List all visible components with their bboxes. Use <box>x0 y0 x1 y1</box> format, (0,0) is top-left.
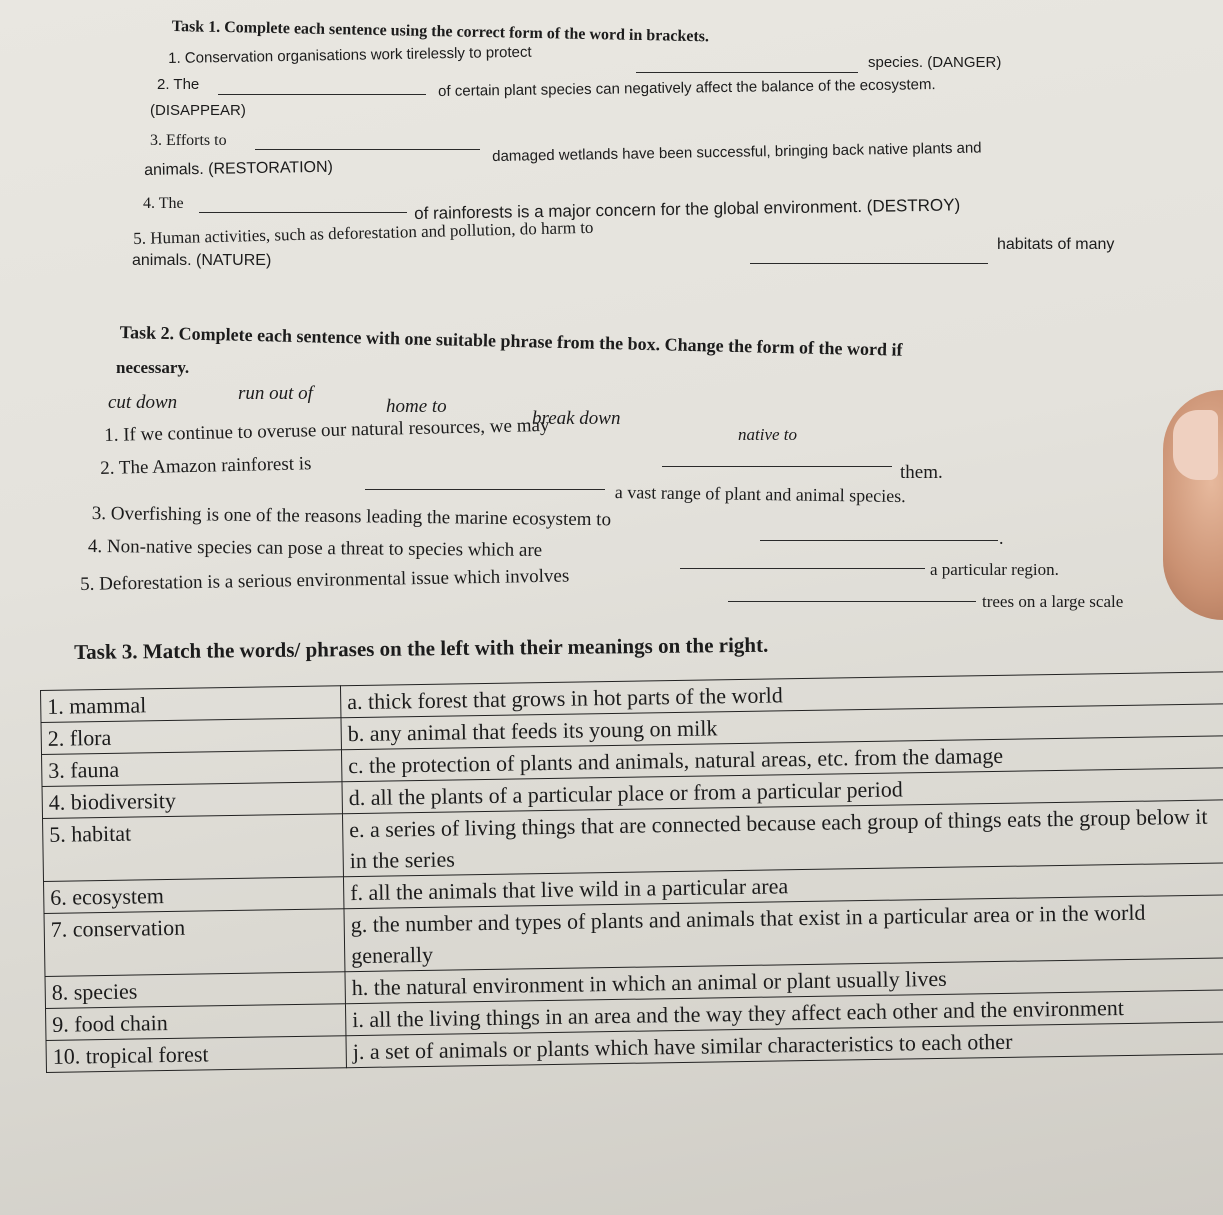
task2-sentence-3-end: . <box>999 528 1004 548</box>
task2-blank-1[interactable] <box>662 466 892 467</box>
task2-sentence-2-end: a vast range of plant and animal species. <box>614 482 906 507</box>
term-cell: 8. species <box>45 972 345 1009</box>
task1-sentence-3: damaged wetlands have been successful, bringing back native plants and <box>492 139 982 165</box>
term-cell: 3. fauna <box>42 750 342 787</box>
meaning-cell: c. the protection of plants and animals, natural areas, etc. from the damage <box>341 736 1223 782</box>
task1-word-5: animals. (NATURE) <box>132 252 272 269</box>
task2-blank-4[interactable] <box>680 568 925 569</box>
task2-sentence-4-end: a particular region. <box>930 560 1059 579</box>
task2-blank-5[interactable] <box>728 601 976 602</box>
task2-sentence-1: 1. If we continue to overuse our natural resources, we may <box>104 414 550 446</box>
thumbnail-photo <box>1173 410 1218 480</box>
meaning-cell: j. a set of animals or plants which have similar characteristics to each other <box>346 1022 1223 1068</box>
term-cell: 4. biodiversity <box>42 782 342 819</box>
term-cell: 2. flora <box>41 718 341 755</box>
task1-title: Task 1. Complete each sentence using the correct form of the word in brackets. <box>171 18 710 46</box>
task1-blank-5[interactable] <box>750 263 988 264</box>
task2-blank-3[interactable] <box>760 540 998 541</box>
task2-sentence-3: 3. Overfishing is one of the reasons leading the marine ecosystem to <box>91 503 612 531</box>
task1-blank-3[interactable] <box>255 149 480 150</box>
task1-sentence-4: of rainforests is a major concern for the global environment. (DESTROY) <box>414 195 961 223</box>
term-cell: 10. tropical forest <box>46 1036 346 1073</box>
task1-word-3: animals. (RESTORATION) <box>144 158 334 179</box>
task1-sentence-2-start: 2. The <box>157 76 200 93</box>
task1-sentence-4-start: 4. The <box>143 195 184 212</box>
task1-sentence-1: 1. Conservation organisations work tirelessly to protect <box>168 43 532 67</box>
task2-sentence-5: 5. Deforestation is a serious environmental issue which involves <box>80 565 570 595</box>
meaning-cell: g. the number and types of plants and animals that exist in a particular area or in the world generally <box>344 895 1223 972</box>
task1-blank-2[interactable] <box>218 94 426 95</box>
task2-title: Task 2. Complete each sentence with one suitable phrase from the box. Change the form of the word if <box>119 322 903 360</box>
task1-sentence-3-start: 3. Efforts to <box>150 132 227 149</box>
meaning-cell: d. all the plants of a particular place or from a particular period <box>342 768 1223 814</box>
task2-sentence-5-end: trees on a large scale <box>982 592 1124 611</box>
phrase-home-to: home to <box>386 396 447 417</box>
phrase-run-out-of: run out of <box>238 383 313 404</box>
meaning-cell: e. a series of living things that are connected because each group of things eats the group below it in the series <box>342 800 1223 877</box>
term-cell: 6. ecosystem <box>44 877 344 914</box>
task1-blank-4[interactable] <box>199 212 407 213</box>
term-cell: 7. conservation <box>44 909 345 977</box>
task2-blank-2[interactable] <box>365 489 605 490</box>
meaning-cell: b. any animal that feeds its young on milk <box>341 704 1223 750</box>
matching-table <box>40 671 1223 1073</box>
phrase-break-down: break down <box>532 408 621 429</box>
meaning-cell: f. all the animals that live wild in a particular area <box>343 863 1223 909</box>
task1-sentence-5-end: habitats of many <box>997 236 1115 253</box>
task1-sentence-1-end: species. (DANGER) <box>868 54 1002 71</box>
phrase-native-to: native to <box>738 425 798 444</box>
task1-word-2: (DISAPPEAR) <box>150 102 246 119</box>
phrase-cut-down: cut down <box>108 392 178 413</box>
term-cell: 1. mammal <box>41 686 341 723</box>
meaning-cell: i. all the living things in an area and the way they affect each other and the environment <box>345 990 1223 1036</box>
meaning-cell: h. the natural environment in which an animal or plant usually lives <box>345 958 1223 1004</box>
task1-sentence-5: 5. Human activities, such as deforestation and pollution, do harm to <box>133 217 594 248</box>
task2-title-cont: necessary. <box>116 358 190 377</box>
task2-sentence-4: 4. Non-native species can pose a threat to species which are <box>87 536 543 561</box>
term-cell: 9. food chain <box>46 1004 346 1041</box>
task1-sentence-2: of certain plant species can negatively affect the balance of the ecosystem. <box>438 76 936 100</box>
term-cell: 5. habitat <box>43 814 344 882</box>
task2-sentence-2: 2. The Amazon rainforest is <box>100 453 312 479</box>
task1-blank-1[interactable] <box>636 72 858 73</box>
task2-sentence-1-end: them. <box>900 462 943 483</box>
meaning-cell: a. thick forest that grows in hot parts of the world <box>340 672 1223 718</box>
task3-title: Task 3. Match the words/ phrases on the left with their meanings on the right. <box>74 632 769 664</box>
